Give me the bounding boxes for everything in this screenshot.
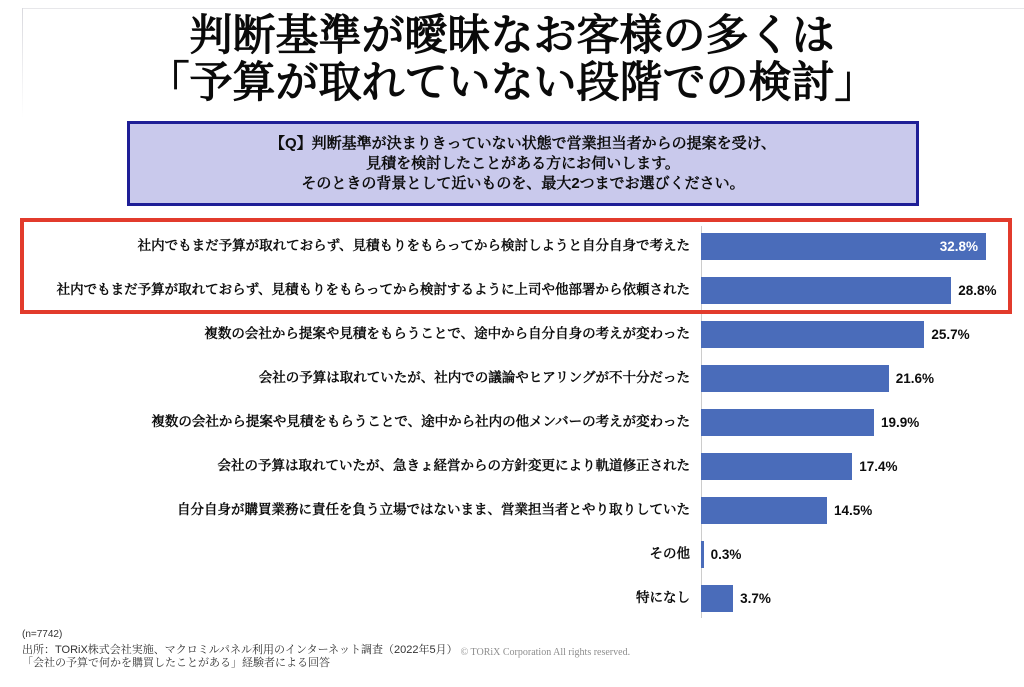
bar-zone [701,268,1013,312]
bar-zone [701,488,1013,532]
slide-border-top [22,8,1024,9]
bar-category-label: 会社の予算は取れていたが、急きょ経営からの方針変更により軌道修正された [217,458,690,473]
question-line-1: 【Q】判断基準が決まりきっていない状態で営業担当者からの提案を受け、 [269,134,777,152]
copyright-notice: © TORiX Corporation All rights reserved. [460,647,631,658]
bar-chart [0,224,1013,620]
bar-category-label: 会社の予算は取れていたが、社内での議論やヒアリングが不十分だった [258,370,690,385]
bar-value-label: 14.5% [834,502,873,518]
bar-category-label: 社内でもまだ予算が取れておらず、見積もりをもらってから検討しようと自分自身で考えた [137,238,690,253]
chart-row [0,224,1013,268]
source-line-1: 出所：TORiX株式会社実施、マクロミルパネル利用のインターネット調査（2022年5月） [22,644,458,656]
chart-row [0,444,1013,488]
bar-category-label: 社内でもまだ予算が取れておらず、見積もりをもらってから検討するように上司や他部署から依頼された [56,282,690,297]
bar-zone [701,312,1013,356]
bar-value-label: 25.7% [931,326,970,342]
bar-category-label: 複数の会社から提案や見積をもらうことで、途中から社内の他メンバーの考えが変わった [151,414,690,429]
bar-category-label: 複数の会社から提案や見積をもらうことで、途中から自分自身の考えが変わった [204,326,690,341]
title-line-2: 「予算が取れていない段階での検討」 [146,59,878,107]
question-line-2: 見積を検討したことがある方にお伺いします。 [366,154,680,172]
bar-value-label: 17.4% [859,458,898,474]
title-line-1: 判断基準が曖昧なお客様の多くは [189,12,835,60]
bar [701,365,889,392]
bar [701,497,827,524]
source-row [22,644,630,670]
chart-row [0,356,1013,400]
bar-value-label: 3.7% [740,590,771,606]
bar-value-label: 32.8% [939,238,979,254]
bar [701,277,951,304]
footer [22,629,630,670]
bar-zone [701,444,1013,488]
sample-size-label: (n=7742) [22,629,63,640]
chart-row [0,576,1013,620]
bar [701,409,874,436]
chart-row [0,488,1013,532]
bar-value-label: 21.6% [895,370,934,386]
bar-category-label: 特になし [636,590,690,605]
chart-row [0,312,1013,356]
bar [701,321,924,348]
bar [701,541,704,568]
bar [701,585,733,612]
bar [701,453,852,480]
bar-chart-rows [0,224,1013,620]
bar-category-label: 自分自身が購買業務に責任を負う立場ではないまま、営業担当者とやり取りしていた [177,502,690,517]
bar-zone [701,400,1013,444]
chart-row [0,400,1013,444]
bar-category-label: その他 [649,546,690,561]
bar-value-label: 0.3% [710,546,742,562]
bar-value-label: 19.9% [880,414,920,430]
bar-zone [701,356,1013,400]
bar-zone [701,224,1013,268]
question-line-3: そのときの背景として近いものを、最大2つまでお選びください。 [301,174,745,192]
bar [701,233,986,260]
chart-row [0,532,1013,576]
bar-zone [701,532,1013,576]
page-title [0,13,1024,107]
question-box [127,121,919,206]
chart-row [0,268,1013,312]
bar-zone [701,576,1013,620]
source-line-2: 「会社の予算で何かを購買したことがある」経験者による回答 [22,657,330,669]
bar-value-label: 28.8% [958,282,997,298]
